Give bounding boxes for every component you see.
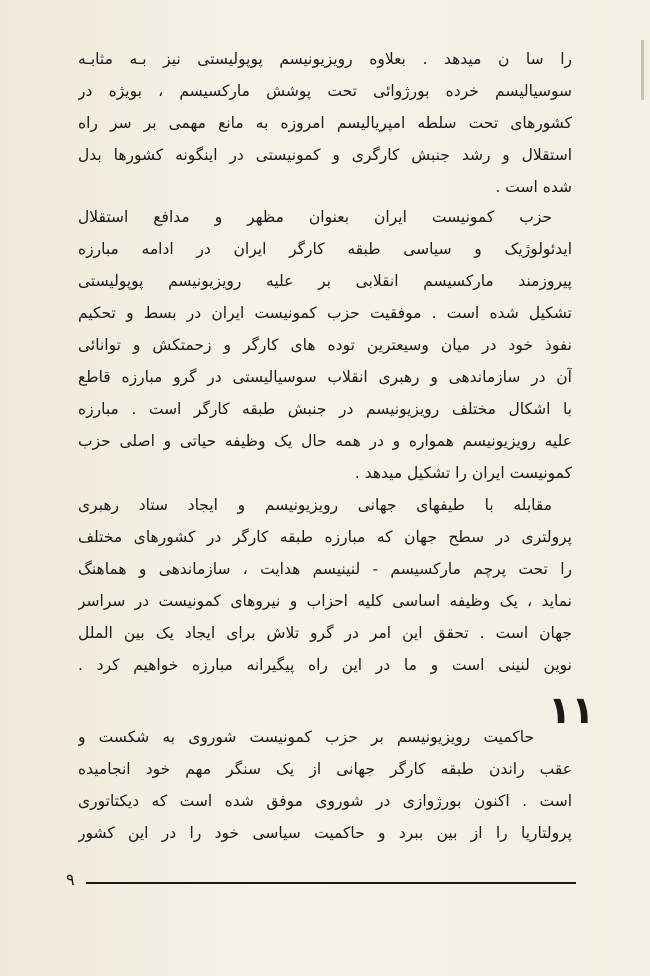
text-line: نوین لنینی است و ما در این راه پیگیرانه مبارزه خواهیم کرد . [78, 656, 572, 674]
text-line: تشکیل شده است . موفقیت حزب کمونیست ایران در بسط و تحکیم [78, 304, 572, 322]
text-line: کشورهای تحت سلطه امپریالیسم امروزه به مانع مهمی بر سر راه [78, 114, 572, 132]
footer-rule [86, 882, 576, 884]
section-number: ۱۱ [548, 688, 595, 732]
text-line: پرولتاریا را از بین ببرد و حاکمیت سیاسی خود را در این کشور [78, 824, 572, 842]
text-line: با اشکال مختلف رویزیونیسم در جنبش طبقه کارگر است . مبارزه [78, 400, 572, 418]
text-line: جهان است . تحقق این امر در گرو تلاش برای ایجاد یک بین الملل [78, 624, 572, 642]
text-line: استقلال و رشد جنبش کارگری و کمونیستی در اینگونه کشورها بدل [78, 146, 572, 164]
text-line: ایدئولوژیک و سیاسی طبقه کارگر ایران در ادامه مبارزه [78, 240, 572, 258]
text-line: نماید ، یک وظیفه اساسی کلیه احزاب و نیروهای کمونیست در سراسر [78, 592, 572, 610]
page-number: ۹ [66, 870, 75, 889]
text-line: پرولتری در سطح جهان که مبارزه طبقه کارگر در کشورهای مختلف [78, 528, 572, 546]
text-line: حاکمیت رویزیونیسم بر حزب کمونیست شوروی به شکست و [78, 728, 534, 746]
text-line: نفوذ خود در میان وسیعترین توده های کارگر و زحمتکش و توانائی [78, 336, 572, 354]
text-line: حزب کمونیست ایران بعنوان مظهر و مدافع استقلال [78, 208, 552, 226]
page-edge-shadow [641, 40, 644, 100]
text-line: را سا ن میدهد . بعلاوه رویزیونیسم پوپولیستی نیز بـه مثابـه [78, 50, 572, 68]
text-line: عقب راندن طبقه کارگر جهانی از یک سنگر مهم خود انجامیده [78, 760, 572, 778]
text-line: سوسیالیسم خرده بورژوائی تحت پوشش مارکسیسم ، بویژه در [78, 82, 572, 100]
text-line: شده است . [495, 178, 572, 196]
text-line: آن در سازماندهی و رهبری انقلاب سوسیالیستی در گرو مبارزه قاطع [78, 368, 572, 386]
text-line: است . اکنون بورژوازی در شوروی موفق شده است که دیکتاتوری [78, 792, 572, 810]
text-line: مقابله با طیفهای جهانی رویزیونیسم و ایجاد ستاد رهبری [78, 496, 552, 514]
text-line: علیه رویزیونیسم همواره و در همه حال یک وظیفه حیاتی و اصلی حزب [78, 432, 572, 450]
text-line: را تحت پرچم مارکسیسم - لنینیسم هدایت ، سازماندهی و هماهنگ [78, 560, 572, 578]
text-line: پیروزمند مارکسیسم انقلابی بر علیه رویزیونیسم پوپولیستی [78, 272, 572, 290]
text-line: کمونیست ایران را تشکیل میدهد . [354, 464, 572, 482]
